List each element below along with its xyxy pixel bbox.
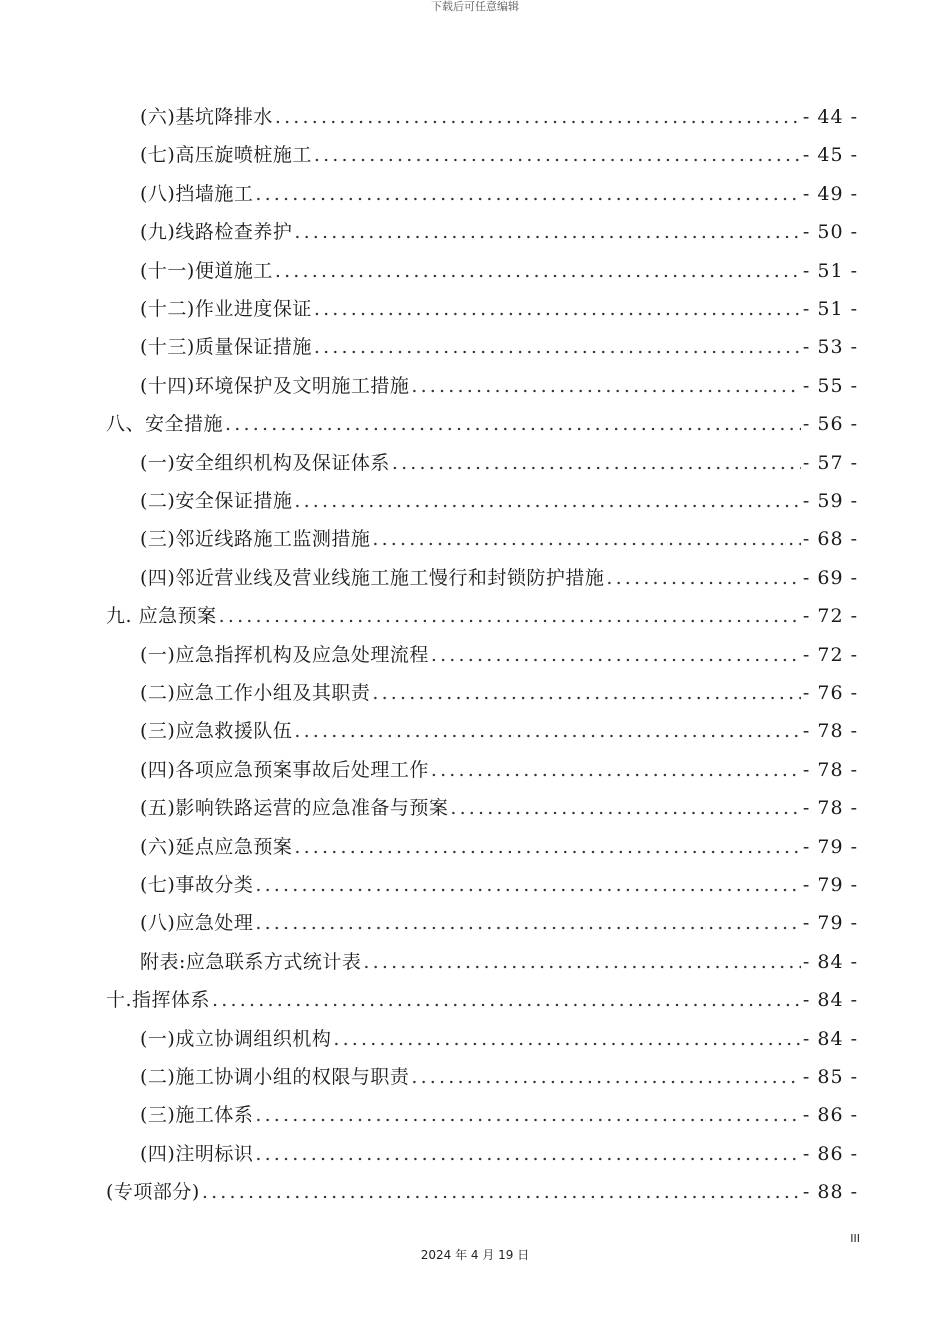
toc-entry-title: (三)施工体系 <box>140 1104 254 1127</box>
toc-dot-leader <box>372 674 801 712</box>
toc-entry-title: (四)邻近营业线及营业线施工施工慢行和封锁防护措施 <box>140 566 605 589</box>
toc-dot-leader <box>212 981 801 1019</box>
toc-entry[interactable] <box>140 1020 858 1058</box>
toc-entry-title: (五)影响铁路运营的应急准备与预案 <box>140 797 449 820</box>
toc-dot-leader <box>411 367 801 405</box>
toc-entry-title: (七)高压旋喷桩施工 <box>140 144 312 167</box>
toc-entry-page: - 68 - <box>802 528 858 551</box>
footer-date: 2024 年 4 月 19 日 <box>420 1248 530 1262</box>
toc-entry-title: (八)挡墙施工 <box>140 182 254 205</box>
toc-entry-title: (一)安全组织机构及保证体系 <box>140 451 390 474</box>
toc-entry[interactable] <box>140 136 858 174</box>
toc-entry-title: (专项部分) <box>106 1181 200 1204</box>
toc-entry[interactable] <box>140 866 858 904</box>
toc-entry[interactable] <box>140 482 858 520</box>
toc-entry-page: - 59 - <box>802 490 858 512</box>
toc-entry-title: (六)基坑降排水 <box>140 106 273 128</box>
toc-entry[interactable] <box>106 597 858 635</box>
toc-entry-title: 附表:应急联系方式统计表 <box>140 950 362 973</box>
toc-dot-leader <box>275 252 801 290</box>
toc-dot-leader <box>275 98 801 136</box>
toc-entry-title: (十三)质量保证措施 <box>140 336 312 359</box>
toc-dot-leader <box>225 405 801 443</box>
toc-dot-leader <box>372 520 801 558</box>
toc-dot-leader <box>431 636 801 674</box>
toc-dot-leader <box>255 1096 801 1134</box>
toc-entry[interactable] <box>106 1173 858 1211</box>
toc-dot-leader <box>202 1173 801 1211</box>
toc-dot-leader <box>294 213 801 251</box>
page-number: III <box>850 1232 860 1245</box>
toc-entry-page: - 84 - <box>802 989 858 1012</box>
toc-entry-page: - 79 - <box>802 874 858 896</box>
toc-entry-page: - 76 - <box>802 682 858 704</box>
toc-entry[interactable] <box>140 943 858 981</box>
toc-entry-page: - 50 - <box>802 221 858 244</box>
toc-entry-page: - 85 - <box>802 1066 858 1088</box>
toc-dot-leader <box>606 559 801 597</box>
toc-entry-page: - 78 - <box>802 720 858 743</box>
toc-entry-page: - 56 - <box>802 413 858 436</box>
toc-entry-page: - 69 - <box>802 566 858 589</box>
toc-dot-leader <box>411 1058 801 1096</box>
toc-entry[interactable] <box>140 559 858 597</box>
toc-entry-page: - 53 - <box>802 336 858 359</box>
toc-entry[interactable] <box>140 1096 858 1134</box>
toc-entry-page: - 78 - <box>802 797 858 820</box>
toc-entry-page: - 72 - <box>802 605 858 628</box>
toc-dot-leader <box>219 597 801 635</box>
toc-entry-page: - 79 - <box>802 835 858 858</box>
toc-dot-leader <box>392 444 801 482</box>
toc-dot-leader <box>255 866 801 904</box>
toc-entry-title: 八、安全措施 <box>106 413 224 436</box>
toc-entry[interactable] <box>140 712 858 750</box>
toc-entry-title: 十.指挥体系 <box>106 989 211 1012</box>
toc-entry-page: - 45 - <box>802 144 858 167</box>
toc-dot-leader <box>314 136 801 174</box>
toc-entry[interactable] <box>140 175 858 213</box>
toc-entry[interactable] <box>140 674 858 712</box>
toc-dot-leader <box>450 789 801 827</box>
toc-dot-leader <box>255 1135 801 1173</box>
toc-entry[interactable] <box>140 98 858 136</box>
toc-entry-title: (一)成立协调组织机构 <box>140 1027 332 1050</box>
toc-dot-leader <box>255 904 801 942</box>
toc-entry-title: (二)安全保证措施 <box>140 490 293 512</box>
toc-entry[interactable] <box>140 290 858 328</box>
toc-dot-leader <box>294 482 801 520</box>
toc-entry-title: (三)应急救援队伍 <box>140 720 293 743</box>
toc-dot-leader <box>333 1020 801 1058</box>
toc-entry-title: (一)应急指挥机构及应急处理流程 <box>140 643 429 666</box>
toc-entry-page: - 86 - <box>802 1142 858 1165</box>
toc-entry[interactable] <box>140 904 858 942</box>
toc-entry-title: (二)施工协调小组的权限与职责 <box>140 1066 410 1088</box>
toc-entry-title: (十二)作业进度保证 <box>140 298 312 320</box>
toc-entry-title: (四)各项应急预案事故后处理工作 <box>140 758 429 781</box>
toc-entry[interactable] <box>106 981 858 1019</box>
toc-entry[interactable] <box>140 328 858 366</box>
toc-entry-title: (十一)便道施工 <box>140 259 273 282</box>
toc-entry[interactable] <box>140 636 858 674</box>
toc-entry[interactable] <box>140 789 858 827</box>
toc-entry-page: - 51 - <box>802 298 858 320</box>
toc-entry[interactable] <box>140 1135 858 1173</box>
toc-entry-title: (四)注明标识 <box>140 1142 254 1165</box>
toc-entry-title: (八)应急处理 <box>140 912 254 935</box>
toc-entry-page: - 57 - <box>802 451 858 474</box>
toc-entry[interactable] <box>140 520 858 558</box>
toc-dot-leader <box>314 328 801 366</box>
toc-entry[interactable] <box>140 252 858 290</box>
toc-entry-page: - 78 - <box>802 758 858 781</box>
toc-entry-title: (七)事故分类 <box>140 874 254 896</box>
toc-entry[interactable] <box>106 405 858 443</box>
toc-entry-title: (三)邻近线路施工监测措施 <box>140 528 371 551</box>
toc-dot-leader <box>431 751 801 789</box>
toc-entry-page: - 51 - <box>802 259 858 282</box>
toc-entry-page: - 55 - <box>802 374 858 397</box>
toc-entry[interactable] <box>140 213 858 251</box>
toc-entry-page: - 72 - <box>802 643 858 666</box>
toc-entry-page: - 84 - <box>802 1027 858 1050</box>
toc-dot-leader <box>294 712 801 750</box>
toc-entry[interactable] <box>140 751 858 789</box>
toc-entry[interactable] <box>140 367 858 405</box>
toc-entry-title: (六)延点应急预案 <box>140 835 293 858</box>
toc-entry-page: - 44 - <box>802 106 858 128</box>
toc-entry-title: 九. 应急预案 <box>106 605 217 628</box>
toc-dot-leader <box>255 175 801 213</box>
toc-entry-page: - 84 - <box>802 950 858 973</box>
toc-entry[interactable] <box>140 1058 858 1096</box>
toc-entry-title: (十四)环境保护及文明施工措施 <box>140 374 410 397</box>
toc-entry-page: - 86 - <box>802 1104 858 1127</box>
header-note: 下载后可任意编辑 <box>431 0 519 13</box>
toc-entry[interactable] <box>140 444 858 482</box>
toc-dot-leader <box>314 290 801 328</box>
toc-entry-title: (二)应急工作小组及其职责 <box>140 682 371 704</box>
toc-entry-title: (九)线路检查养护 <box>140 221 293 244</box>
toc-dot-leader <box>363 943 800 981</box>
toc-entry-page: - 79 - <box>802 912 858 935</box>
toc-dot-leader <box>294 828 801 866</box>
toc-entry-page: - 88 - <box>802 1181 858 1204</box>
toc-entry[interactable] <box>140 828 858 866</box>
toc-entry-page: - 49 - <box>802 182 858 205</box>
